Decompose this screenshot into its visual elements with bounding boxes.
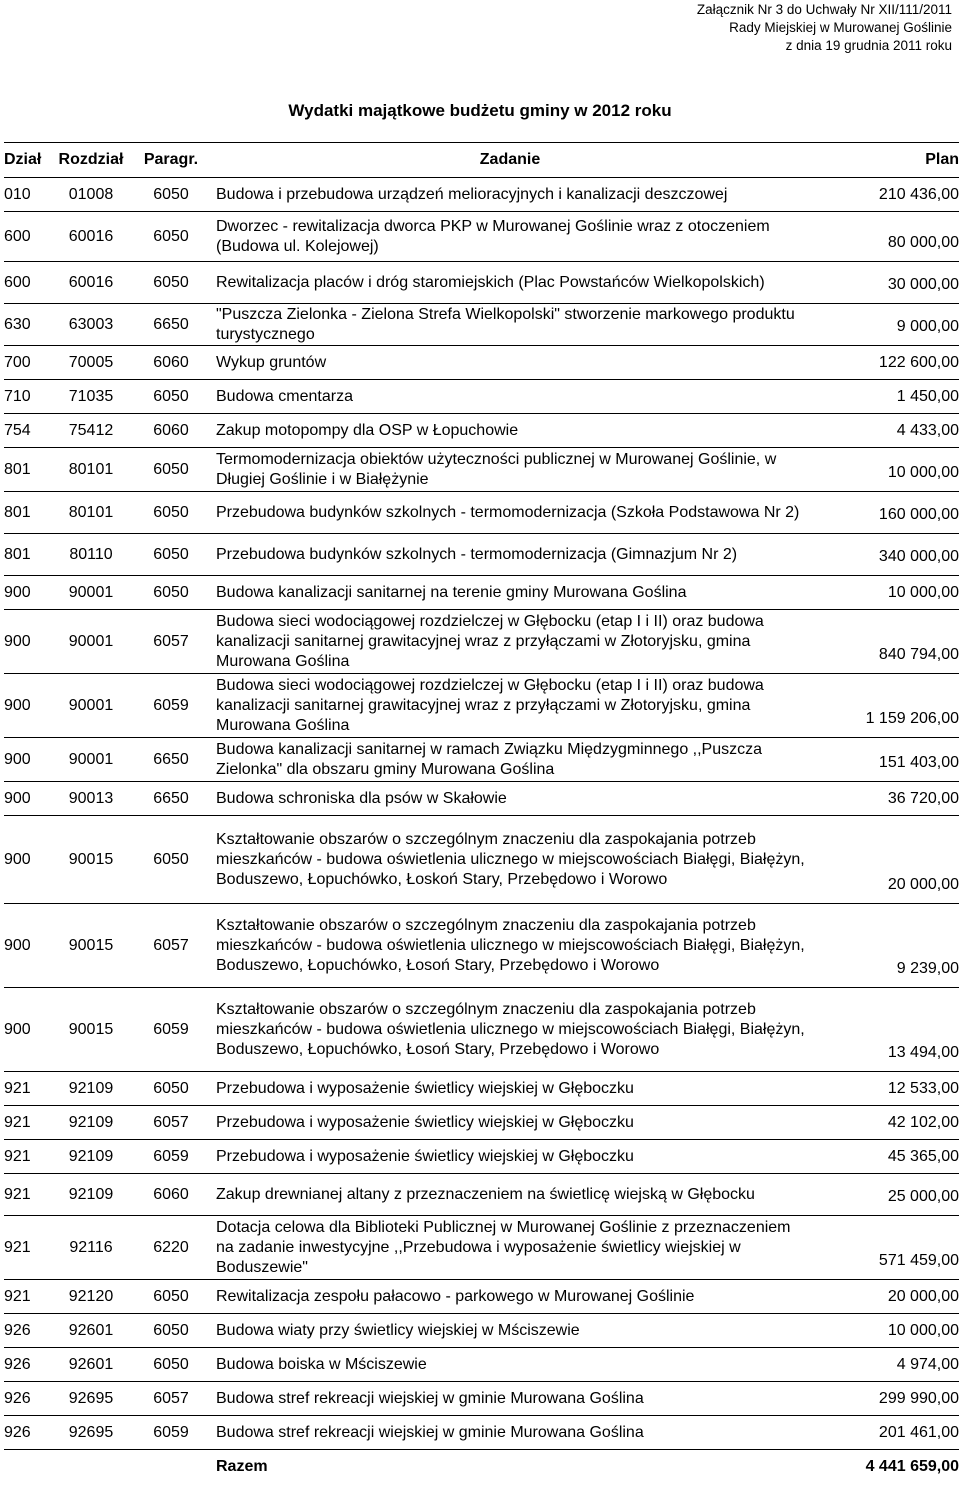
cell-dzial: 926 xyxy=(4,1416,53,1450)
cell-rozdzial: 80101 xyxy=(53,492,129,534)
table-row xyxy=(4,738,959,782)
table-row xyxy=(4,448,959,492)
cell-rozdzial: 63003 xyxy=(53,304,129,346)
cell-plan: 840 794,00 xyxy=(807,610,959,674)
cell-rozdzial: 75412 xyxy=(53,414,129,448)
cell-dzial: 801 xyxy=(4,534,53,576)
cell-dzial: 926 xyxy=(4,1348,53,1382)
cell-dzial: 926 xyxy=(4,1382,53,1416)
cell-rozdzial: 92601 xyxy=(53,1348,129,1382)
cell-rozdzial: 92109 xyxy=(53,1174,129,1216)
table-row xyxy=(4,492,959,534)
cell-plan: 20 000,00 xyxy=(807,1280,959,1314)
attachment-note xyxy=(452,1,952,55)
cell-paragraf: 6050 xyxy=(129,1280,213,1314)
cell-zadanie: Budowa boiska w Mściszewie xyxy=(213,1348,807,1382)
cell-paragraf: 6050 xyxy=(129,1348,213,1382)
cell-paragraf: 6050 xyxy=(129,448,213,492)
cell-dzial: 630 xyxy=(4,304,53,346)
cell-paragraf: 6057 xyxy=(129,610,213,674)
cell-dzial: 900 xyxy=(4,904,53,988)
cell-dzial: 921 xyxy=(4,1106,53,1140)
cell-zadanie: Budowa i przebudowa urządzeń melioracyjnych i kanalizacji deszczowej xyxy=(213,178,807,212)
cell-rozdzial: 92120 xyxy=(53,1280,129,1314)
cell-plan: 25 000,00 xyxy=(807,1174,959,1216)
cell-dzial: 754 xyxy=(4,414,53,448)
cell-dzial: 010 xyxy=(4,178,53,212)
cell-zadanie: Kształtowanie obszarów o szczególnym znaczeniu dla zaspokajania potrzeb mieszkańców - budowa oświetlenia ulicznego w miejscowościach Białęgi, Białężyn, Boduszewo, Łopuchówko, Łosoń Stary, Przebędowo i Worowo xyxy=(213,988,807,1072)
cell-plan: 299 990,00 xyxy=(807,1382,959,1416)
total-spacer xyxy=(4,1450,213,1485)
cell-rozdzial: 01008 xyxy=(53,178,129,212)
cell-paragraf: 6050 xyxy=(129,816,213,904)
cell-plan: 10 000,00 xyxy=(807,448,959,492)
cell-dzial: 921 xyxy=(4,1140,53,1174)
cell-dzial: 900 xyxy=(4,782,53,816)
cell-paragraf: 6050 xyxy=(129,576,213,610)
cell-paragraf: 6050 xyxy=(129,492,213,534)
cell-dzial: 900 xyxy=(4,988,53,1072)
cell-paragraf: 6059 xyxy=(129,988,213,1072)
cell-zadanie: Termomodernizacja obiektów użyteczności publicznej w Murowanej Goślinie, w Długiej Goślinie i w Białężynie xyxy=(213,448,807,492)
cell-plan: 122 600,00 xyxy=(807,346,959,380)
document-title: Wydatki majątkowe budżetu gminy w 2012 roku xyxy=(288,101,672,120)
column-header-dzial: Dział xyxy=(4,143,53,178)
cell-paragraf: 6050 xyxy=(129,534,213,576)
cell-rozdzial: 90001 xyxy=(53,576,129,610)
cell-zadanie: Przebudowa i wyposażenie świetlicy wiejskiej w Głęboczku xyxy=(213,1106,807,1140)
cell-paragraf: 6057 xyxy=(129,1382,213,1416)
cell-dzial: 710 xyxy=(4,380,53,414)
cell-paragraf: 6050 xyxy=(129,178,213,212)
cell-plan: 1 450,00 xyxy=(807,380,959,414)
cell-zadanie: Budowa stref rekreacji wiejskiej w gminie Murowana Goślina xyxy=(213,1382,807,1416)
table-row xyxy=(4,534,959,576)
total-value: 4 441 659,00 xyxy=(807,1450,959,1485)
table-row xyxy=(4,1106,959,1140)
table-row xyxy=(4,1140,959,1174)
cell-plan: 20 000,00 xyxy=(807,816,959,904)
cell-rozdzial: 90015 xyxy=(53,816,129,904)
cell-zadanie: Rewitalizacja zespołu pałacowo - parkowego w Murowanej Goślinie xyxy=(213,1280,807,1314)
cell-paragraf: 6050 xyxy=(129,212,213,262)
cell-paragraf: 6050 xyxy=(129,380,213,414)
cell-rozdzial: 92695 xyxy=(53,1382,129,1416)
cell-dzial: 900 xyxy=(4,610,53,674)
cell-zadanie: Dotacja celowa dla Biblioteki Publicznej w Murowanej Goślinie z przeznaczeniem na zadanie inwestycyjne ,,Przebudowa i wyposażenie świetlicy wiejskiej w Boduszewie" xyxy=(213,1216,807,1280)
attachment-note-line: z dnia 19 grudnia 2011 roku xyxy=(785,38,952,53)
cell-plan: 151 403,00 xyxy=(807,738,959,782)
cell-paragraf: 6650 xyxy=(129,304,213,346)
cell-zadanie: Budowa kanalizacji sanitarnej na terenie gminy Murowana Goślina xyxy=(213,576,807,610)
cell-zadanie: Wykup gruntów xyxy=(213,346,807,380)
cell-plan: 340 000,00 xyxy=(807,534,959,576)
table-header-row xyxy=(4,143,959,178)
cell-rozdzial: 60016 xyxy=(53,262,129,304)
cell-zadanie: Przebudowa i wyposażenie świetlicy wiejskiej w Głęboczku xyxy=(213,1140,807,1174)
cell-plan: 4 433,00 xyxy=(807,414,959,448)
cell-zadanie: "Puszcza Zielonka - Zielona Strefa Wielkopolski" stworzenie markowego produktu turystycznego xyxy=(213,304,807,346)
cell-plan: 12 533,00 xyxy=(807,1072,959,1106)
cell-dzial: 801 xyxy=(4,492,53,534)
column-header-zadanie: Zadanie xyxy=(213,143,807,178)
cell-dzial: 921 xyxy=(4,1174,53,1216)
cell-rozdzial: 90001 xyxy=(53,610,129,674)
cell-rozdzial: 92601 xyxy=(53,1314,129,1348)
cell-plan: 201 461,00 xyxy=(807,1416,959,1450)
cell-plan: 36 720,00 xyxy=(807,782,959,816)
cell-paragraf: 6050 xyxy=(129,262,213,304)
table-row xyxy=(4,1382,959,1416)
cell-paragraf: 6050 xyxy=(129,1314,213,1348)
cell-zadanie: Przebudowa budynków szkolnych - termomodernizacja (Gimnazjum Nr 2) xyxy=(213,534,807,576)
cell-plan: 10 000,00 xyxy=(807,576,959,610)
cell-plan: 1 159 206,00 xyxy=(807,674,959,738)
cell-rozdzial: 90013 xyxy=(53,782,129,816)
column-header-plan: Plan xyxy=(807,143,959,178)
table-row xyxy=(4,988,959,1072)
cell-zadanie: Dworzec - rewitalizacja dworca PKP w Murowanej Goślinie wraz z otoczeniem (Budowa ul. Kolejowej) xyxy=(213,212,807,262)
cell-paragraf: 6220 xyxy=(129,1216,213,1280)
table-row xyxy=(4,782,959,816)
cell-paragraf: 6060 xyxy=(129,1174,213,1216)
cell-paragraf: 6059 xyxy=(129,674,213,738)
expenditure-table xyxy=(4,142,959,1484)
cell-paragraf: 6060 xyxy=(129,346,213,380)
cell-rozdzial: 90015 xyxy=(53,988,129,1072)
cell-plan: 13 494,00 xyxy=(807,988,959,1072)
cell-rozdzial: 90015 xyxy=(53,904,129,988)
cell-plan: 80 000,00 xyxy=(807,212,959,262)
cell-rozdzial: 90001 xyxy=(53,738,129,782)
cell-rozdzial: 70005 xyxy=(53,346,129,380)
table-row xyxy=(4,346,959,380)
cell-rozdzial: 92109 xyxy=(53,1072,129,1106)
column-header-paragraf: Paragr. xyxy=(129,143,213,178)
cell-rozdzial: 60016 xyxy=(53,212,129,262)
cell-rozdzial: 80101 xyxy=(53,448,129,492)
cell-zadanie: Przebudowa budynków szkolnych - termomodernizacja (Szkoła Podstawowa Nr 2) xyxy=(213,492,807,534)
cell-rozdzial: 92695 xyxy=(53,1416,129,1450)
cell-zadanie: Budowa kanalizacji sanitarnej w ramach Związku Międzygminnego ,,Puszcza Zielonka" dla obszaru gminy Murowana Goślina xyxy=(213,738,807,782)
table-row xyxy=(4,212,959,262)
cell-paragraf: 6060 xyxy=(129,414,213,448)
cell-paragraf: 6050 xyxy=(129,1072,213,1106)
cell-rozdzial: 71035 xyxy=(53,380,129,414)
cell-paragraf: 6650 xyxy=(129,738,213,782)
table-row xyxy=(4,1280,959,1314)
cell-zadanie: Przebudowa i wyposażenie świetlicy wiejskiej w Głęboczku xyxy=(213,1072,807,1106)
cell-plan: 45 365,00 xyxy=(807,1140,959,1174)
cell-zadanie: Rewitalizacja placów i dróg staromiejskich (Plac Powstańców Wielkopolskich) xyxy=(213,262,807,304)
cell-zadanie: Budowa sieci wodociągowej rozdzielczej w Głębocku (etap I i II) oraz budowa kanalizacji sanitarnej grawitacyjnej wraz z przyłączami w Złotoryjsku, gmina Murowana Goślina xyxy=(213,610,807,674)
table-row xyxy=(4,304,959,346)
cell-rozdzial: 80110 xyxy=(53,534,129,576)
total-label: Razem xyxy=(213,1450,807,1485)
table-row xyxy=(4,178,959,212)
cell-dzial: 926 xyxy=(4,1314,53,1348)
table-row xyxy=(4,674,959,738)
cell-paragraf: 6650 xyxy=(129,782,213,816)
cell-rozdzial: 92116 xyxy=(53,1216,129,1280)
cell-zadanie: Budowa cmentarza xyxy=(213,380,807,414)
cell-paragraf: 6059 xyxy=(129,1416,213,1450)
table-row xyxy=(4,1348,959,1382)
table-row xyxy=(4,1174,959,1216)
cell-dzial: 921 xyxy=(4,1072,53,1106)
cell-dzial: 900 xyxy=(4,576,53,610)
cell-dzial: 900 xyxy=(4,738,53,782)
table-row xyxy=(4,262,959,304)
table-row xyxy=(4,904,959,988)
table-row xyxy=(4,380,959,414)
attachment-note-line: Załącznik Nr 3 do Uchwały Nr XII/111/2011 xyxy=(696,2,952,17)
cell-plan: 9 239,00 xyxy=(807,904,959,988)
cell-paragraf: 6057 xyxy=(129,1106,213,1140)
cell-zadanie: Budowa sieci wodociągowej rozdzielczej w Głębocku (etap I i II) oraz budowa kanalizacji sanitarnej grawitacyjnej wraz z przyłączami w Złotoryjsku, gmina Murowana Goślina xyxy=(213,674,807,738)
cell-rozdzial: 92109 xyxy=(53,1106,129,1140)
table-row xyxy=(4,610,959,674)
cell-paragraf: 6057 xyxy=(129,904,213,988)
column-header-rozdzial: Rozdział xyxy=(53,143,129,178)
cell-plan: 10 000,00 xyxy=(807,1314,959,1348)
cell-plan: 160 000,00 xyxy=(807,492,959,534)
table-row xyxy=(4,576,959,610)
cell-zadanie: Kształtowanie obszarów o szczególnym znaczeniu dla zaspokajania potrzeb mieszkańców - budowa oświetlenia ulicznego w miejscowościach Białęgi, Białężyn, Boduszewo, Łopuchówko, Łosoń Stary, Przebędowo i Worowo xyxy=(213,904,807,988)
total-row xyxy=(4,1450,959,1485)
cell-dzial: 801 xyxy=(4,448,53,492)
cell-zadanie: Budowa stref rekreacji wiejskiej w gminie Murowana Goślina xyxy=(213,1416,807,1450)
cell-rozdzial: 92109 xyxy=(53,1140,129,1174)
table-row xyxy=(4,414,959,448)
cell-dzial: 600 xyxy=(4,212,53,262)
cell-plan: 210 436,00 xyxy=(807,178,959,212)
cell-dzial: 900 xyxy=(4,674,53,738)
attachment-note-line: Rady Miejskiej w Murowanej Goślinie xyxy=(729,20,952,35)
cell-zadanie: Budowa wiaty przy świetlicy wiejskiej w Mściszewie xyxy=(213,1314,807,1348)
cell-zadanie: Budowa schroniska dla psów w Skałowie xyxy=(213,782,807,816)
cell-plan: 4 974,00 xyxy=(807,1348,959,1382)
cell-dzial: 921 xyxy=(4,1216,53,1280)
cell-dzial: 900 xyxy=(4,816,53,904)
table-row xyxy=(4,1216,959,1280)
cell-plan: 30 000,00 xyxy=(807,262,959,304)
cell-plan: 42 102,00 xyxy=(807,1106,959,1140)
table-body xyxy=(4,178,959,1450)
cell-plan: 571 459,00 xyxy=(807,1216,959,1280)
table-row xyxy=(4,1072,959,1106)
cell-paragraf: 6059 xyxy=(129,1140,213,1174)
cell-dzial: 700 xyxy=(4,346,53,380)
table-row xyxy=(4,1314,959,1348)
table-row xyxy=(4,1416,959,1450)
cell-dzial: 600 xyxy=(4,262,53,304)
table-row xyxy=(4,816,959,904)
cell-rozdzial: 90001 xyxy=(53,674,129,738)
cell-plan: 9 000,00 xyxy=(807,304,959,346)
cell-zadanie: Kształtowanie obszarów o szczególnym znaczeniu dla zaspokajania potrzeb mieszkańców - budowa oświetlenia ulicznego w miejscowościach Białęgi, Białężyn, Boduszewo, Łopuchówko, Łoskoń Stary, Przebędowo i Worowo xyxy=(213,816,807,904)
cell-dzial: 921 xyxy=(4,1280,53,1314)
cell-zadanie: Zakup motopompy dla OSP w Łopuchowie xyxy=(213,414,807,448)
cell-zadanie: Zakup drewnianej altany z przeznaczeniem na świetlicę wiejską w Głębocku xyxy=(213,1174,807,1216)
